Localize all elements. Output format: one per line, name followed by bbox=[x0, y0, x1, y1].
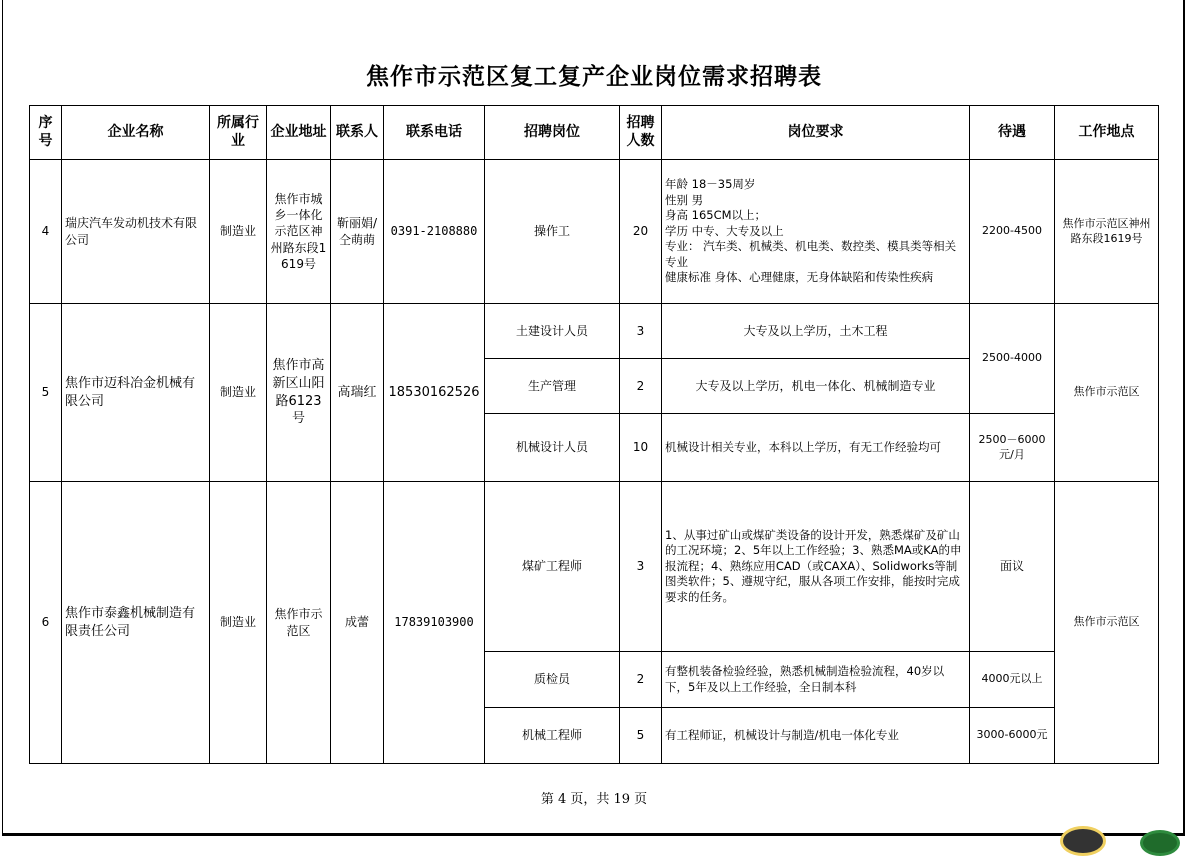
requirement-line: 学历 中专、大专及以上 bbox=[665, 223, 784, 238]
cell-requirements: 有整机装备检验经验，熟悉机械制造检验流程，40岁以下，5年及以上工作经验，全日制本科 bbox=[662, 652, 970, 708]
header-seq: 序号 bbox=[30, 106, 62, 160]
header-row bbox=[30, 106, 1159, 160]
cell-requirements: 机械设计相关专业，本科以上学历，有无工作经验均可 bbox=[662, 414, 970, 482]
cell-company: 瑞庆汽车发动机技术有限公司 bbox=[62, 160, 210, 304]
cell-location: 焦作市示范区神州路东段1619号 bbox=[1055, 160, 1159, 304]
table-row bbox=[30, 160, 1159, 304]
table-row bbox=[30, 482, 1159, 652]
requirement-line: 性别 男 bbox=[665, 192, 704, 207]
page-footer: 第 4 页，共 19 页 bbox=[540, 792, 648, 807]
header-industry: 所属行业 bbox=[210, 106, 267, 160]
watermark-badge bbox=[1060, 826, 1106, 856]
cell-contact: 高瑞红 bbox=[331, 304, 384, 482]
cell-seq: 4 bbox=[30, 160, 62, 304]
cell-industry: 制造业 bbox=[210, 304, 267, 482]
cell-count: 3 bbox=[620, 304, 662, 359]
header-location: 工作地点 bbox=[1055, 106, 1159, 160]
requirement-line: 身高 165CM以上； bbox=[665, 208, 767, 223]
cell-seq: 5 bbox=[30, 304, 62, 482]
cell-count: 3 bbox=[620, 482, 662, 652]
cell-salary: 2200-4500 bbox=[970, 160, 1055, 304]
cell-address: 焦作市城乡一体化示范区神州路东段1619号 bbox=[267, 160, 331, 304]
header-count: 招聘人数 bbox=[620, 106, 662, 160]
cell-salary: 面议 bbox=[970, 482, 1055, 652]
cell-position: 土建设计人员 bbox=[485, 304, 620, 359]
header-contact: 联系人 bbox=[331, 106, 384, 160]
cell-position: 煤矿工程师 bbox=[485, 482, 620, 652]
cell-salary: 4000元以上 bbox=[970, 652, 1055, 708]
cell-industry: 制造业 bbox=[210, 482, 267, 764]
page-title: 焦作市示范区复工复产企业岗位需求招聘表 bbox=[366, 64, 822, 90]
header-position: 招聘岗位 bbox=[485, 106, 620, 160]
cell-salary: 2500-4000 bbox=[970, 304, 1055, 414]
cell-company: 焦作市泰鑫机械制造有限责任公司 bbox=[62, 482, 210, 764]
cell-address: 焦作市示范区 bbox=[267, 482, 331, 764]
requirement-line: 年龄 18－35周岁 bbox=[665, 177, 756, 192]
cell-count: 10 bbox=[620, 414, 662, 482]
recruitment-table bbox=[29, 105, 1159, 764]
cell-position: 机械设计人员 bbox=[485, 414, 620, 482]
cell-position: 机械工程师 bbox=[485, 708, 620, 764]
header-address: 企业地址 bbox=[267, 106, 331, 160]
cell-count: 5 bbox=[620, 708, 662, 764]
cell-position: 生产管理 bbox=[485, 359, 620, 414]
cell-seq: 6 bbox=[30, 482, 62, 764]
cell-position: 操作工 bbox=[485, 160, 620, 304]
cell-salary: 2500－6000元/月 bbox=[970, 414, 1055, 482]
cell-position: 质检员 bbox=[485, 652, 620, 708]
cell-contact: 成蕾 bbox=[331, 482, 384, 764]
cell-requirements: 有工程师证，机械设计与制造/机电一体化专业 bbox=[662, 708, 970, 764]
cell-company: 焦作市迈科冶金机械有限公司 bbox=[62, 304, 210, 482]
cell-phone: 0391-2108880 bbox=[384, 160, 485, 304]
header-phone: 联系电话 bbox=[384, 106, 485, 160]
cell-count: 2 bbox=[620, 652, 662, 708]
cell-requirements bbox=[662, 160, 970, 304]
cell-count: 20 bbox=[620, 160, 662, 304]
cell-salary: 3000-6000元 bbox=[970, 708, 1055, 764]
watermark-badge bbox=[1140, 830, 1180, 856]
cell-count: 2 bbox=[620, 359, 662, 414]
cell-phone: 17839103900 bbox=[384, 482, 485, 764]
cell-requirements: 大专及以上学历，机电一体化、机械制造专业 bbox=[662, 359, 970, 414]
cell-industry: 制造业 bbox=[210, 160, 267, 304]
cell-location: 焦作市示范区 bbox=[1055, 304, 1159, 482]
requirement-line: 专业： 汽车类、机械类、机电类、数控类、模具类等相关专业 bbox=[665, 239, 957, 269]
cell-location: 焦作市示范区 bbox=[1055, 482, 1159, 764]
header-requirements: 岗位要求 bbox=[662, 106, 970, 160]
cell-requirements: 1、从事过矿山或煤矿类设备的设计开发，熟悉煤矿及矿山的工况环境；2、5年以上工作经验；3、熟悉MA或KA的申报流程；4、熟练应用CAD（或CAXA）、Solidworks等制图类软件；5、遵规守纪，服从各项工作安排，能按时完成要求的任务。 bbox=[662, 482, 970, 652]
cell-phone: 18530162526 bbox=[384, 304, 485, 482]
header-salary: 待遇 bbox=[970, 106, 1055, 160]
header-company: 企业名称 bbox=[62, 106, 210, 160]
table-row bbox=[30, 304, 1159, 359]
cell-contact: 靳丽娟/仝萌萌 bbox=[331, 160, 384, 304]
cell-address: 焦作市高新区山阳路6123号 bbox=[267, 304, 331, 482]
requirement-line: 健康标准 身体、心理健康，无身体缺陷和传染性疾病 bbox=[665, 270, 934, 285]
cell-requirements: 大专及以上学历，土木工程 bbox=[662, 304, 970, 359]
